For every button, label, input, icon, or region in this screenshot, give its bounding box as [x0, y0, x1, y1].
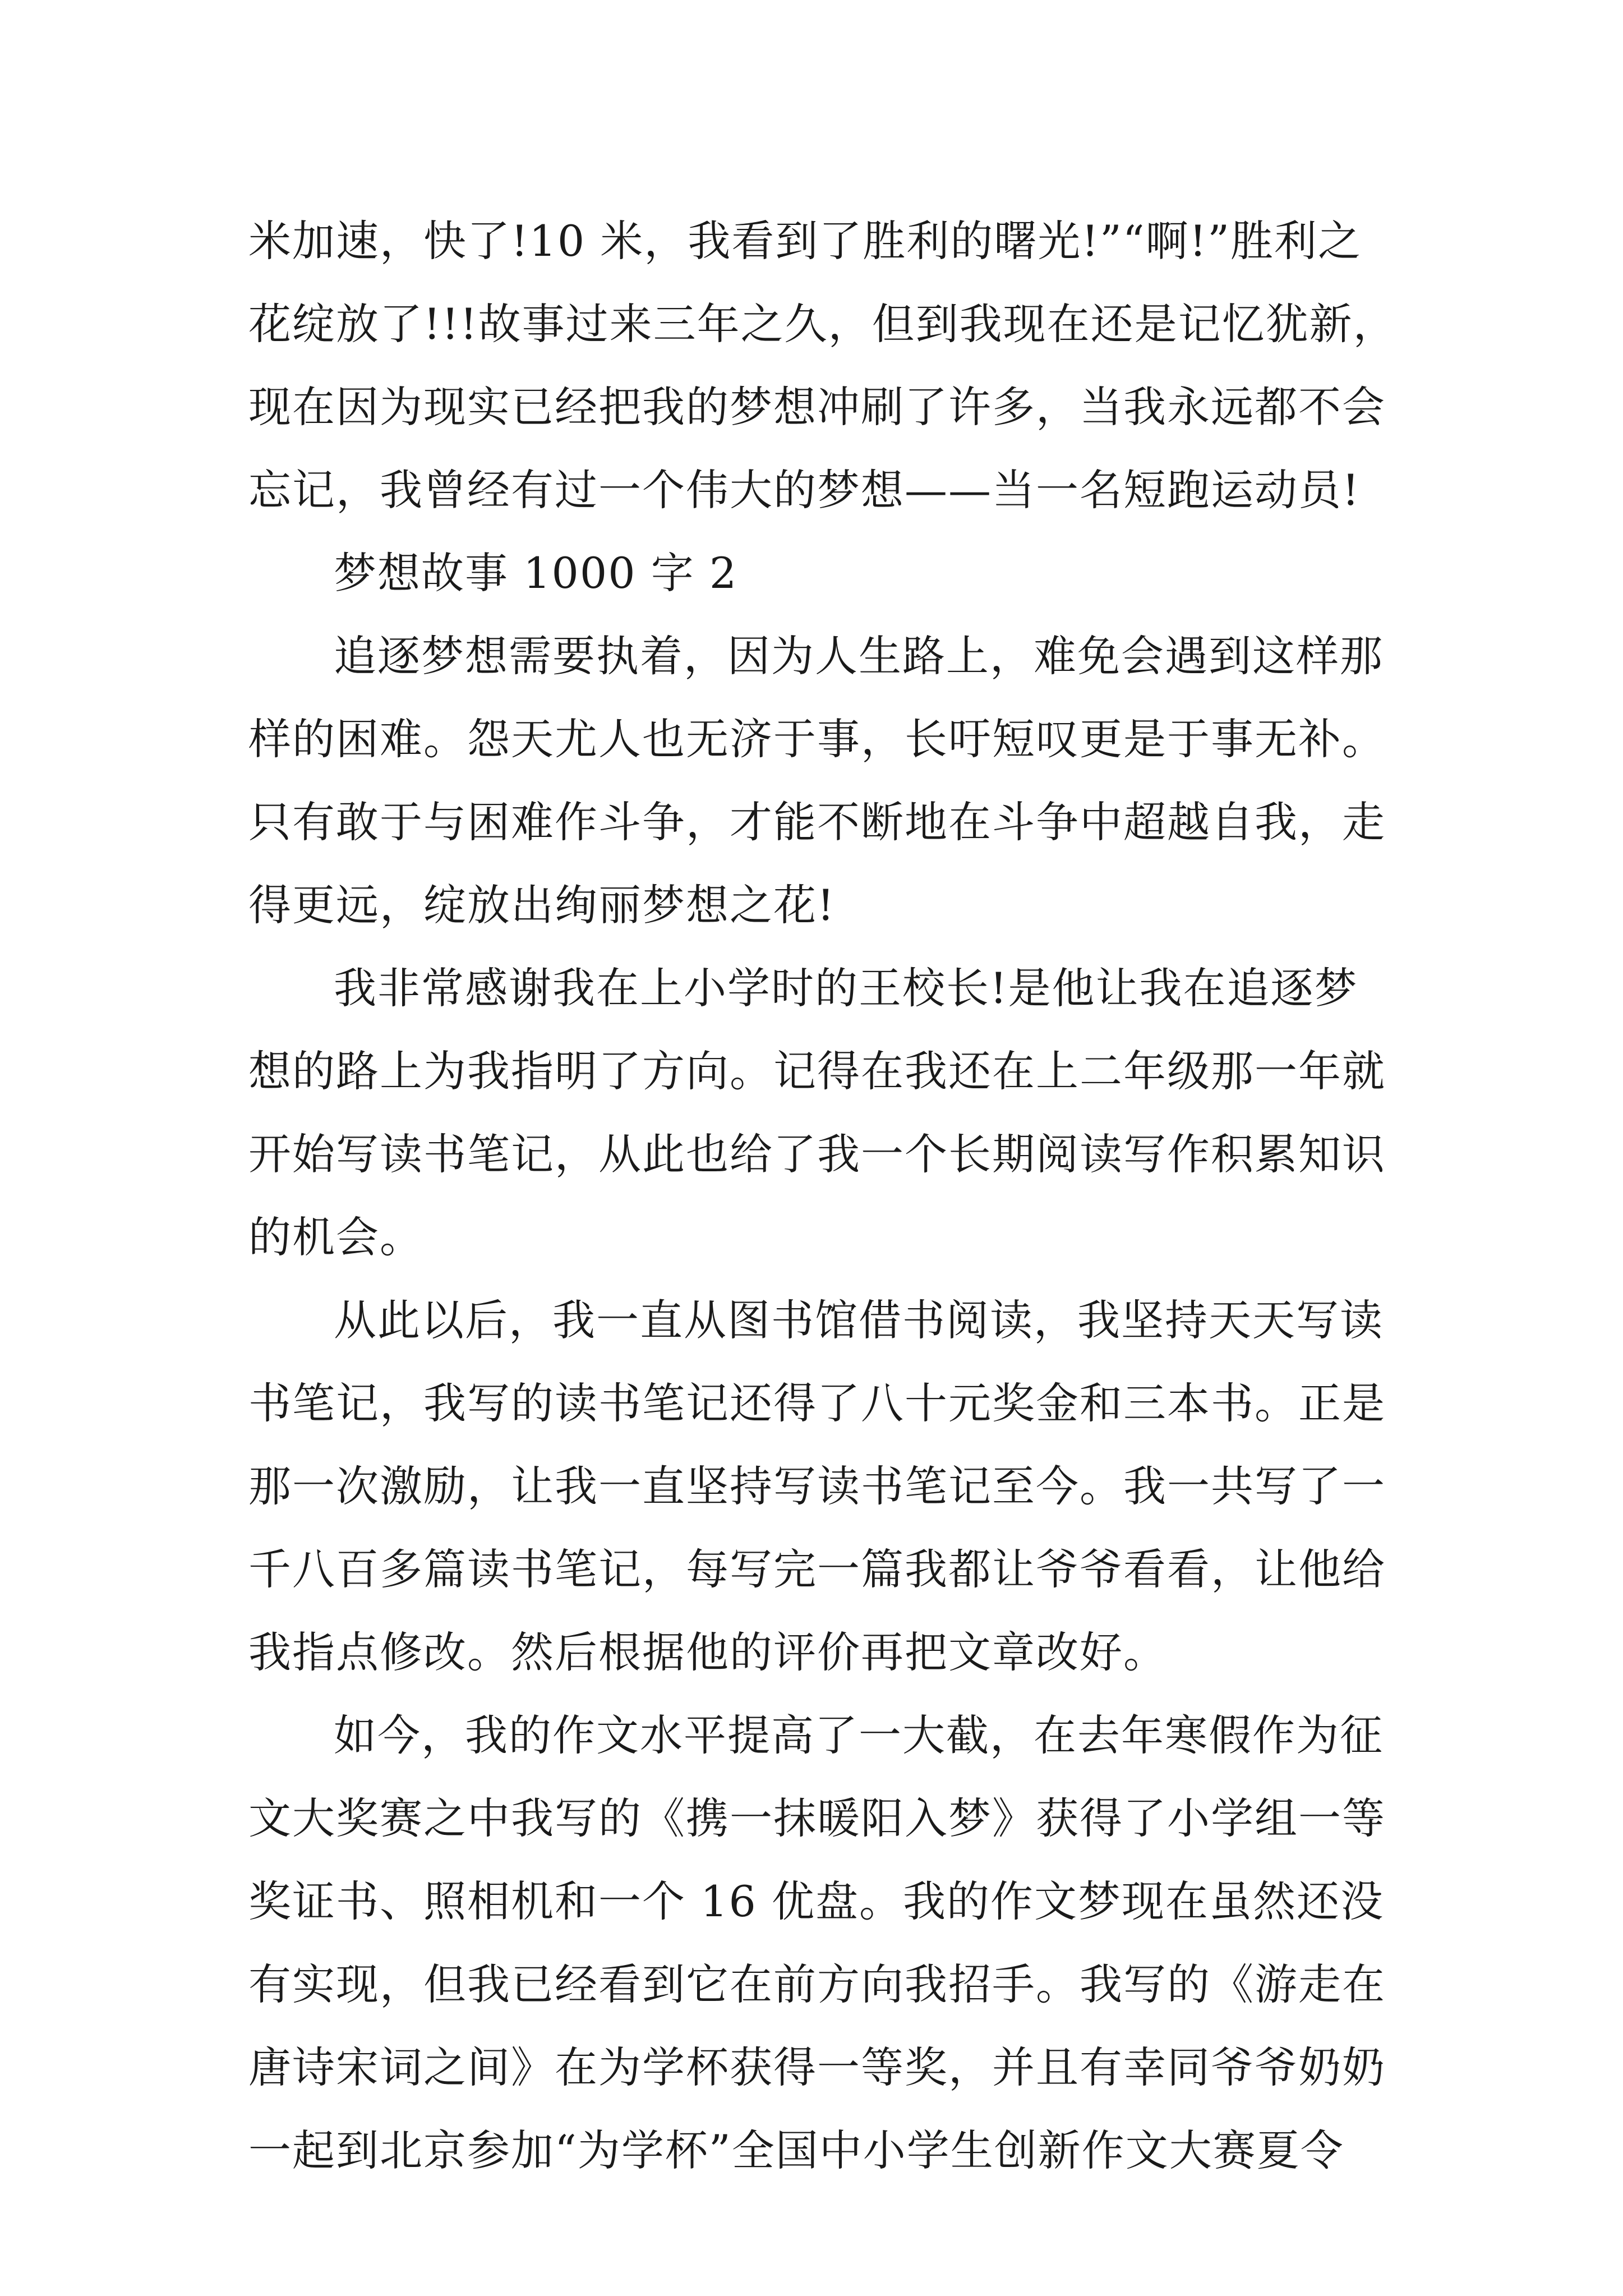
text-line: 的机会。	[248, 1212, 423, 1262]
text-line: 只有敢于与困难作斗争，才能不断地在斗争中超越自我，走	[248, 797, 1386, 847]
text-line: 唐诗宋词之间》在为学杯获得一等奖，并且有幸同爷爷奶奶	[248, 2042, 1386, 2092]
section-heading: 梦想故事 1000 字 2	[334, 548, 738, 598]
text-line: 我非常感谢我在上小学时的王校长!是他让我在追逐梦	[334, 963, 1358, 1013]
text-line: 花绽放了!!!故事过来三年之久，但到我现在还是记忆犹新，	[248, 299, 1397, 349]
text-line: 现在因为现实已经把我的梦想冲刷了许多，当我永远都不会	[248, 382, 1386, 432]
text-line: 米加速，快了!10 米，我看到了胜利的曙光!”“啊!”胜利之	[248, 216, 1362, 266]
text-line: 文大奖赛之中我写的《携一抹暖阳入梦》获得了小学组一等	[248, 1793, 1386, 1843]
text-line: 样的困难。怨天尤人也无济于事，长吁短叹更是于事无补。	[248, 714, 1386, 764]
text-line: 一起到北京参加“为学杯”全国中小学生创新作文大赛夏令	[248, 2125, 1344, 2175]
text-line: 想的路上为我指明了方向。记得在我还在上二年级那一年就	[248, 1046, 1386, 1096]
text-line: 那一次激励，让我一直坚持写读书笔记至今。我一共写了一	[248, 1461, 1386, 1511]
text-line: 忘记，我曾经有过一个伟大的梦想——当一名短跑运动员!	[248, 465, 1361, 515]
text-line: 千八百多篇读书笔记，每写完一篇我都让爷爷看看，让他给	[248, 1544, 1386, 1594]
text-line: 书笔记，我写的读书笔记还得了八十元奖金和三本书。正是	[248, 1378, 1386, 1428]
text-line: 追逐梦想需要执着，因为人生路上，难免会遇到这样那	[334, 631, 1384, 681]
text-line: 有实现，但我已经看到它在前方向我招手。我写的《游走在	[248, 1959, 1386, 2009]
text-line: 从此以后，我一直从图书馆借书阅读，我坚持天天写读	[334, 1295, 1384, 1345]
body-text	[248, 200, 1397, 2192]
text-line: 得更远，绽放出绚丽梦想之花!	[248, 880, 836, 930]
text-line: 我指点修改。然后根据他的评价再把文章改好。	[248, 1627, 1167, 1677]
text-line: 如今，我的作文水平提高了一大截，在去年寒假作为征	[334, 1710, 1384, 1760]
text-line: 奖证书、照相机和一个 16 优盘。我的作文梦现在虽然还没	[248, 1876, 1385, 1926]
text-line: 开始写读书笔记，从此也给了我一个长期阅读写作积累知识	[248, 1129, 1386, 1179]
